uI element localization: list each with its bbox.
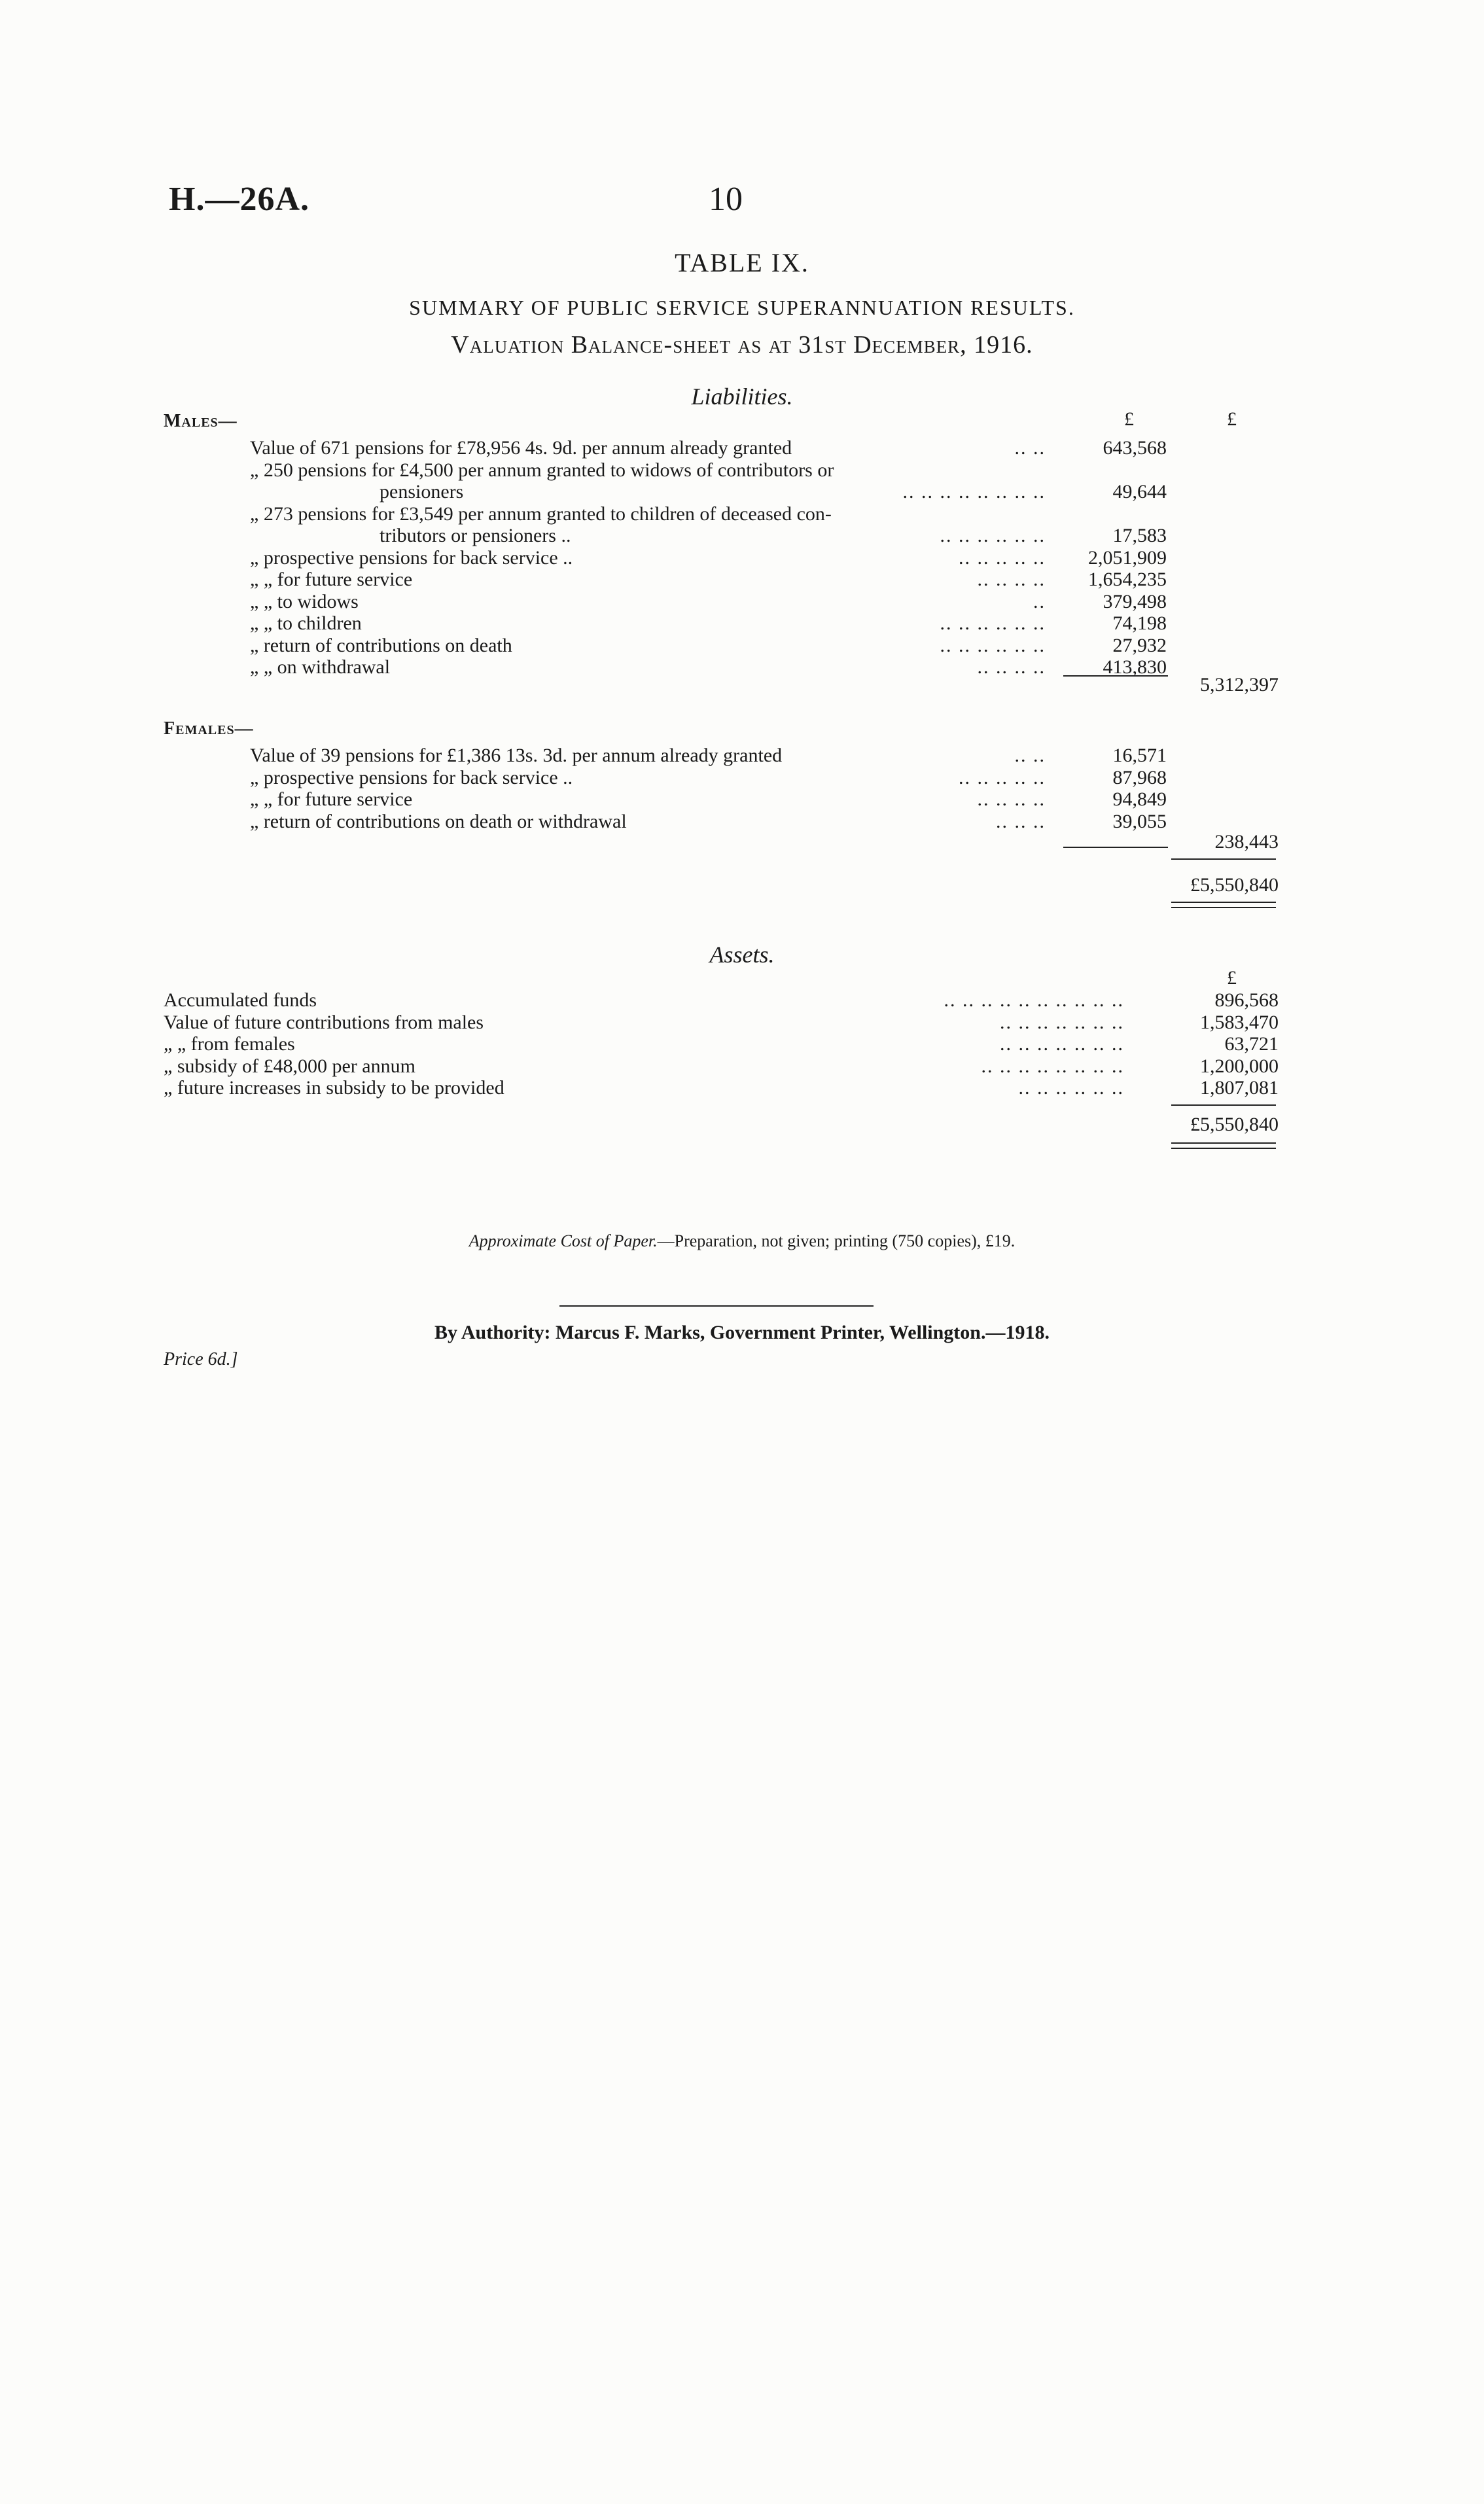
males-rows-leader-dots: .. .. .. .. .. ..: [940, 525, 1046, 546]
females-rows-label: „ „ for future service: [250, 788, 413, 810]
males-rows-label: tributors or pensioners ..: [380, 525, 571, 546]
males-rows-value: 379,498: [1103, 590, 1167, 612]
females-rows-value: 87,968: [1112, 766, 1167, 788]
females-rows-leader-dots: .. ..: [1014, 745, 1046, 766]
females-subtotal-rule: [1063, 847, 1168, 848]
males-rows-leader-dots: .. .. .. .. .. ..: [940, 634, 1046, 656]
assets-rows-label: „ „ from females: [164, 1033, 295, 1055]
females-rows-value: 94,849: [1112, 788, 1167, 810]
males-rows-value: 643,568: [1103, 437, 1167, 459]
liabilities-double-rule: [1171, 902, 1276, 908]
males-rows-leader-dots: .. .. .. ..: [977, 569, 1046, 590]
table-subtitle-date: Valuation Balance-sheet as at 31st December, 1916.: [451, 331, 1033, 359]
assets-rows-leader-dots: .. .. .. .. .. ..: [1018, 1077, 1124, 1099]
females-rows-leader-dots: .. .. .. ..: [977, 788, 1046, 810]
footer-rule: [559, 1305, 874, 1307]
males-rows-leader-dots: ..: [1033, 590, 1046, 612]
females-label: Females—: [164, 718, 254, 739]
assets-rows-value: 1,583,470: [1200, 1011, 1279, 1033]
assets-double-rule: [1171, 1142, 1276, 1149]
males-total: 5,312,397: [1200, 674, 1279, 696]
males-rows-label: „ „ on withdrawal: [250, 656, 391, 678]
paper-cost-text: —Preparation, not given; printing (750 copies), £19.: [657, 1231, 1016, 1250]
males-rows-value: 49,644: [1112, 481, 1167, 503]
document-reference: H.—26A.: [169, 181, 309, 218]
page-number: 10: [709, 181, 743, 218]
males-rows-leader-dots: .. .. .. .. .. .. .. ..: [902, 481, 1046, 503]
males-rows-leader-dots: .. .. .. .. .. ..: [940, 612, 1046, 634]
males-rows-label: Value of 671 pensions for £78,956 4s. 9d. per annum already granted: [250, 437, 792, 459]
females-rows-label: „ prospective pensions for back service ..: [250, 766, 573, 788]
paper-cost-note: [0, 1231, 1484, 1251]
males-rows-label: „ 273 pensions for £3,549 per annum granted to children of deceased con-: [250, 503, 832, 525]
males-rows-label: „ 250 pensions for £4,500 per annum granted to widows of contributors or: [250, 459, 834, 481]
males-rows-label: „ return of contributions on death: [250, 634, 512, 656]
assets-rows-value: 1,200,000: [1200, 1055, 1279, 1077]
females-rows-label: Value of 39 pensions for £1,386 13s. 3d. per annum already granted: [250, 745, 783, 766]
assets-currency-symbol: £: [1227, 967, 1237, 989]
males-rows-value: 17,583: [1112, 525, 1167, 546]
col2-currency-symbol: £: [1227, 408, 1237, 430]
assets-rows-label: „ future increases in subsidy to be provided: [164, 1077, 504, 1099]
table-subtitle: SUMMARY OF PUBLIC SERVICE SUPERANNUATION RESULTS.: [409, 296, 1075, 319]
males-label: Males—: [164, 411, 238, 431]
assets-rows-leader-dots: .. .. .. .. .. .. .. ..: [981, 1055, 1124, 1077]
assets-rows-label: Accumulated funds: [164, 989, 317, 1011]
liabilities-total-rule: [1171, 858, 1276, 860]
assets-rows-value: 896,568: [1214, 989, 1279, 1011]
printer-authority: By Authority: Marcus F. Marks, Government Printer, Wellington.—1918.: [434, 1322, 1050, 1343]
assets-rows-value: 63,721: [1224, 1033, 1279, 1055]
females-rows-value: 16,571: [1112, 745, 1167, 766]
paper-cost-label: Approximate Cost of Paper.: [468, 1231, 658, 1250]
assets-total: £5,550,840: [1190, 1114, 1279, 1135]
males-subtotal-rule: [1063, 675, 1168, 677]
assets-rows-label: Value of future contributions from males: [164, 1011, 484, 1033]
males-rows-label: „ „ to widows: [250, 590, 359, 612]
liabilities-grand-total: £5,550,840: [1190, 874, 1279, 896]
assets-rows-value: 1,807,081: [1200, 1077, 1279, 1099]
col1-currency-symbol: £: [1124, 408, 1134, 430]
assets-heading: Assets.: [709, 942, 775, 968]
liabilities-heading: Liabilities.: [691, 383, 793, 410]
females-rows-value: 39,055: [1112, 810, 1167, 832]
males-rows-label: „ „ to children: [250, 612, 362, 634]
assets-rows-label: „ subsidy of £48,000 per annum: [164, 1055, 415, 1077]
assets-rows-leader-dots: .. .. .. .. .. .. ..: [1000, 1033, 1124, 1055]
males-rows-value: 74,198: [1112, 612, 1167, 634]
table-title: TABLE IX.: [675, 248, 809, 277]
females-rows-label: „ return of contributions on death or withdrawal: [250, 810, 627, 832]
assets-rows-leader-dots: .. .. .. .. .. .. .. .. .. ..: [944, 989, 1124, 1011]
males-rows-label: „ „ for future service: [250, 569, 413, 590]
males-rows-label: pensioners: [380, 481, 464, 503]
assets-rows-leader-dots: .. .. .. .. .. .. ..: [1000, 1011, 1124, 1033]
males-rows-value: 413,830: [1103, 656, 1167, 678]
males-rows-leader-dots: .. ..: [1014, 437, 1046, 459]
females-rows-leader-dots: .. .. .. .. ..: [959, 766, 1046, 788]
assets-total-rule: [1171, 1104, 1276, 1106]
males-rows-leader-dots: .. .. .. .. ..: [959, 546, 1046, 569]
price-note: Price 6d.]: [164, 1349, 238, 1369]
males-rows-label: „ prospective pensions for back service ..: [250, 546, 573, 569]
males-rows-value: 1,654,235: [1088, 569, 1167, 590]
females-total: 238,443: [1214, 831, 1279, 853]
males-rows-leader-dots: .. .. .. ..: [977, 656, 1046, 678]
males-rows-value: 27,932: [1112, 634, 1167, 656]
males-rows-value: 2,051,909: [1088, 546, 1167, 569]
females-rows-leader-dots: .. .. ..: [996, 810, 1046, 832]
